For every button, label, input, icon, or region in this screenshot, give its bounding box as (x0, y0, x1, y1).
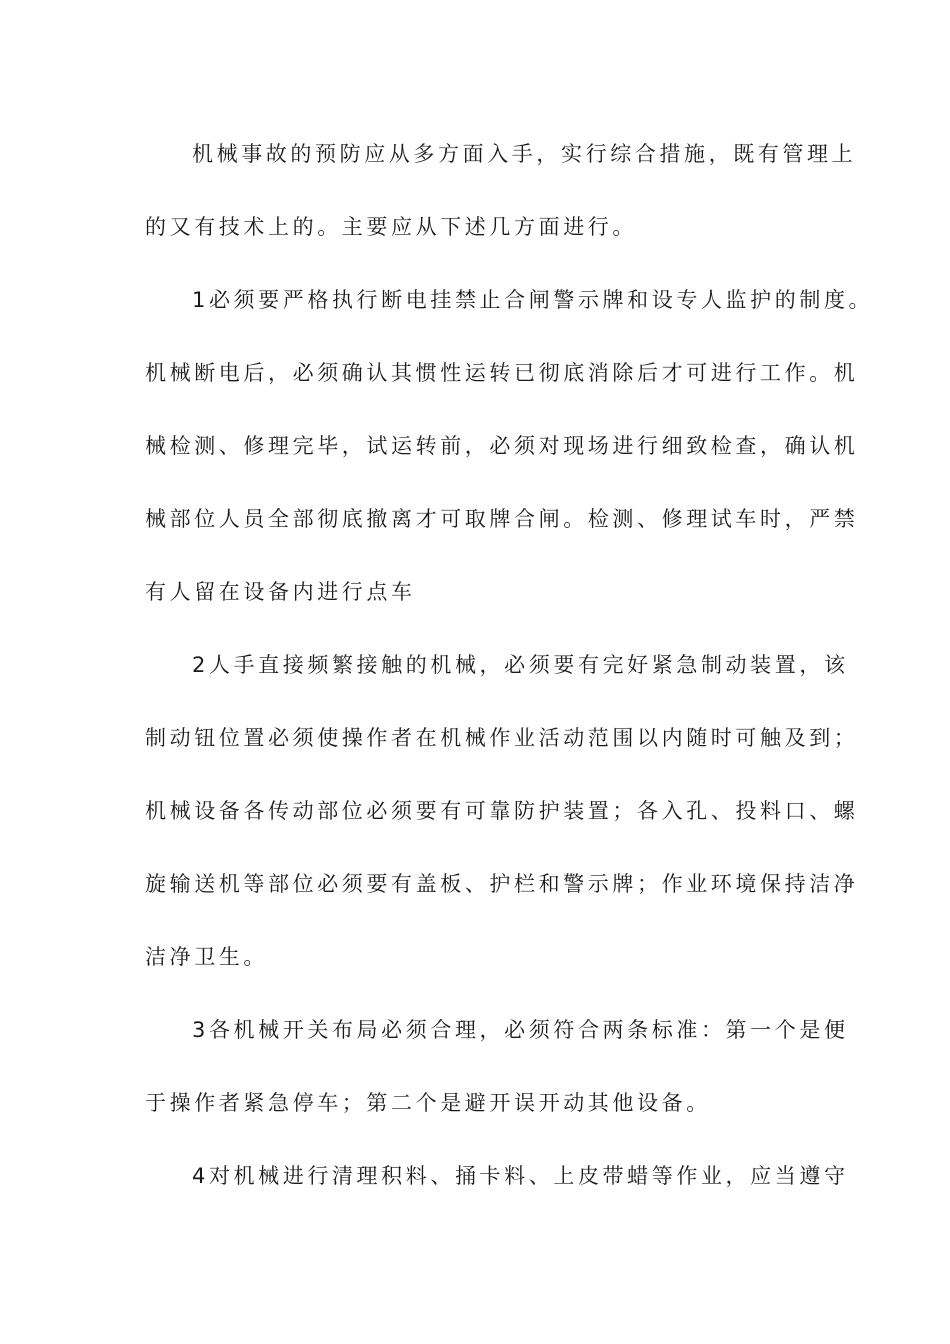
paragraph-1-line-4: 械部位人员全部彻底撤离才可取牌合闸。检测、修理试车时，严禁 (145, 507, 859, 531)
paragraph-2-line-4: 旋输送机等部位必须要有盖板、护栏和警示牌；作业环境保持洁净 (145, 872, 859, 896)
paragraph-4-line-1: 4对机械进行清理积料、捅卡料、上皮带蜡等作业，应当遵守 (192, 1164, 849, 1188)
paragraph-1-line-2: 机械断电后，必须确认其惯性运转已彻底消除后才可进行工作。机 (145, 361, 859, 385)
paragraph-3-line-1: 3各机械开关布局必须合理，必须符合两条标准：第一个是便 (192, 1018, 849, 1042)
paragraph-3-line-2: 于操作者紧急停车；第二个是避开误开动其他设备。 (145, 1091, 711, 1115)
paragraph-2-line-2: 制动钮位置必须使操作者在机械作业活动范围以内随时可触及到； (145, 726, 859, 750)
paragraph-intro-line-1: 机械事故的预防应从多方面入手，实行综合措施，既有管理上 (192, 142, 857, 166)
paragraph-2-line-3: 机械设备各传动部位必须要有可靠防护装置；各入孔、投料口、螺 (145, 799, 859, 823)
paragraph-2-line-1: 2人手直接频繁接触的机械，必须要有完好紧急制动装置，该 (192, 653, 849, 677)
paragraph-intro-line-2: 的又有技术上的。主要应从下述几方面进行。 (145, 215, 637, 239)
paragraph-1-line-5: 有人留在设备内进行点车 (145, 580, 416, 604)
paragraph-1-line-1: 1必须要严格执行断电挂禁止合闸警示牌和设专人监护的制度。 (192, 288, 874, 312)
paragraph-1-line-3: 械检测、修理完毕，试运转前，必须对现场进行细致检查，确认机 (145, 434, 859, 458)
paragraph-2-line-5: 洁净卫生。 (145, 945, 268, 969)
